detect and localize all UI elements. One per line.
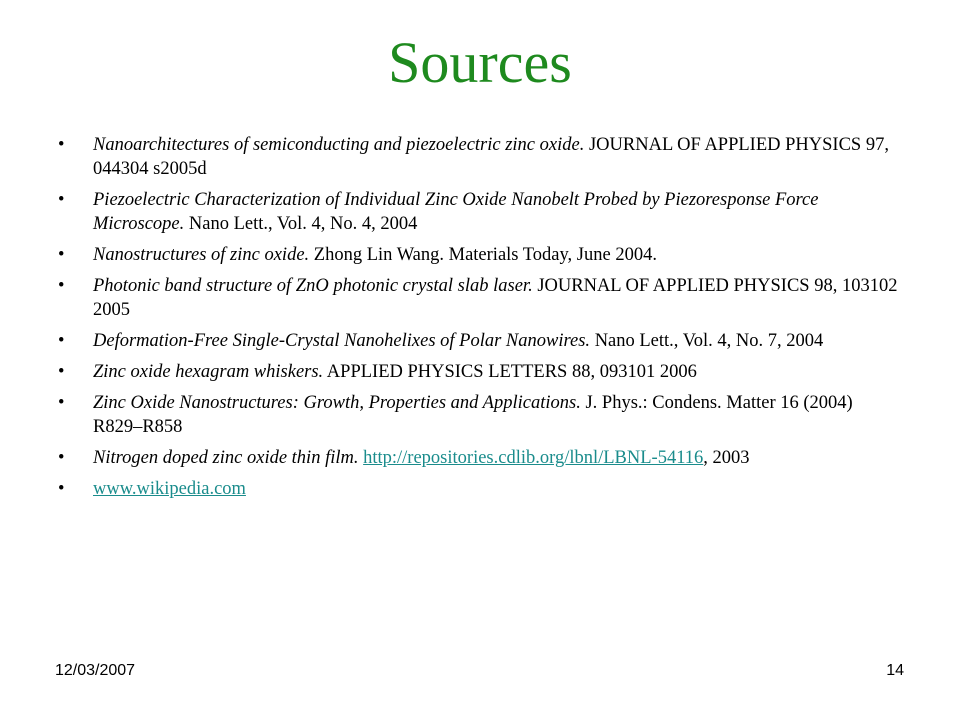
bullet-icon: • — [58, 362, 65, 382]
reference-title: Nanoarchitectures of semiconducting and piezoelectric zinc oxide. — [93, 135, 585, 155]
reference-title: Piezoelectric Characterization of Individual Zinc Oxide Nanobelt Probed by Piezoresponse Force Microscope. — [93, 190, 819, 234]
reference-title: Deformation-Free Single-Crystal Nanohelixes of Polar Nanowires. — [93, 331, 591, 351]
slide-date: 12/03/2007 — [55, 662, 136, 679]
reference-item — [58, 243, 900, 267]
reference-citation: Nano Lett., Vol. 4, No. 4, 2004 — [184, 214, 418, 234]
bullet-icon: • — [58, 276, 65, 296]
reference-citation: APPLIED PHYSICS LETTERS 88, 093101 2006 — [323, 362, 697, 382]
bullet-icon: • — [58, 245, 65, 265]
reference-title: Photonic band structure of ZnO photonic crystal slab laser. — [93, 276, 533, 296]
reference-item — [58, 329, 900, 353]
reference-item — [58, 446, 900, 470]
wikipedia-link[interactable]: www.wikipedia.com — [93, 479, 246, 499]
reference-title: Nanostructures of zinc oxide. — [93, 245, 310, 265]
slide-title: Sources — [388, 30, 572, 95]
reference-title: Zinc Oxide Nanostructures: Growth, Properties and Applications. — [93, 393, 581, 413]
reference-item — [58, 188, 900, 236]
bullet-icon: • — [58, 135, 65, 155]
reference-citation: JOURNAL OF APPLIED PHYSICS 98, 103102 2005 — [93, 276, 898, 320]
reference-citation: Zhong Lin Wang. Materials Today, June 2004. — [309, 245, 657, 265]
reference-citation: , 2003 — [703, 448, 750, 468]
reference-item — [58, 133, 900, 181]
slide-page-number: 14 — [886, 662, 904, 679]
bullet-icon: • — [58, 331, 65, 351]
reference-item — [58, 477, 900, 501]
reference-item — [58, 391, 900, 439]
bullet-icon: • — [58, 479, 65, 499]
reference-item — [58, 360, 900, 384]
lbnl-repository-link[interactable]: http://repositories.cdlib.org/lbnl/LBNL-54116 — [363, 448, 704, 468]
reference-citation: JOURNAL OF APPLIED PHYSICS 97, 044304 s2005d — [93, 135, 889, 179]
bullet-icon: • — [58, 448, 65, 468]
reference-title: Zinc oxide hexagram whiskers. — [93, 362, 324, 382]
reference-citation: Nano Lett., Vol. 4, No. 7, 2004 — [590, 331, 824, 351]
reference-citation: J. Phys.: Condens. Matter 16 (2004) R829–R858 — [93, 393, 853, 437]
reference-list — [58, 133, 900, 508]
reference-item — [58, 274, 900, 322]
bullet-icon: • — [58, 190, 65, 210]
reference-title: Nitrogen doped zinc oxide thin film. — [93, 448, 359, 468]
bullet-icon: • — [58, 393, 65, 413]
